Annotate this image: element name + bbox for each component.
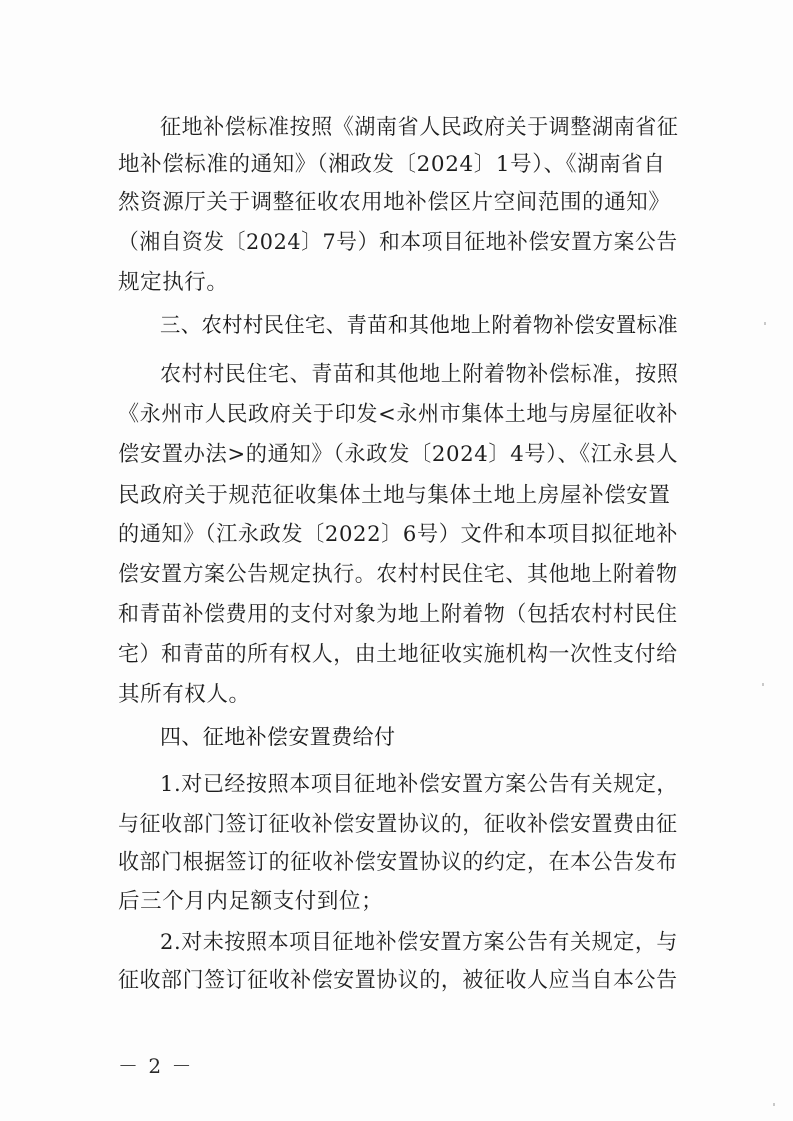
paragraph-line: 宅）和青苗的所有权人，由土地征收实施机构一次性支付给 — [118, 642, 678, 667]
scan-speck — [764, 322, 766, 325]
paragraph-line: 规定执行。 — [118, 270, 229, 295]
paragraph-line: 后三个月内足额支付到位； — [118, 889, 384, 914]
paragraph-line: （湘自资发〔2024〕7号）和本项目征地补偿安置方案公告 — [118, 230, 678, 255]
paragraph-line: 与征收部门签订征收补偿安置协议的，征收补偿安置费由征 — [118, 812, 678, 837]
paragraph-line: 其所有权人。 — [118, 682, 251, 707]
paragraph-line: 农村村民住宅、青苗和其他地上附着物补偿标准，按照 — [160, 362, 679, 387]
paragraph-line: 和青苗补偿费用的支付对象为地上附着物（包括农村村民住 — [118, 602, 678, 627]
paragraph-line: 的通知》（江永政发〔2022〕6号）文件和本项目拟征地补 — [118, 522, 678, 547]
paragraph-line: 《永州市人民政府关于印发<永州市集体土地与房屋征收补 — [118, 402, 679, 427]
section-heading-3: 三、农村村民住宅、青苗和其他地上附着物补偿安置标准 — [160, 313, 678, 337]
paragraph-line: 民政府关于规范征收集体土地与集体土地上房屋补偿安置 — [118, 483, 671, 508]
paragraph-line: 征地补偿标准按照《湖南省人民政府关于调整湖南省征 — [160, 115, 679, 140]
scan-speck — [773, 1103, 775, 1106]
section-heading-4: 四、征地补偿安置费给付 — [160, 725, 396, 749]
paragraph-line: 收部门根据签订的征收补偿安置协议的约定，在本公告发布 — [118, 850, 678, 875]
scan-speck — [762, 683, 764, 686]
paragraph-line: 2.对未按照本项目征地补偿安置方案公告有关规定，与 — [160, 930, 679, 955]
paragraph-line: 地补偿标准的通知》（湘政发〔2024〕1号）、《湖南省自 — [118, 152, 666, 177]
paragraph-line: 然资源厅关于调整征收农用地补偿区片空间范围的通知》 — [118, 190, 671, 215]
paragraph-line: 偿安置方案公告规定执行。农村村民住宅、其他地上附着物 — [118, 562, 678, 587]
paragraph-line: 偿安置办法>的通知》（永政发〔2024〕4号）、《江永县人 — [118, 442, 679, 467]
page-number: － 2 － — [118, 1054, 194, 1078]
paragraph-line: 征收部门签订征收补偿安置协议的，被征收人应当自本公告 — [118, 968, 678, 993]
paragraph-line: 1.对已经按照本项目征地补偿安置方案公告有关规定， — [160, 772, 679, 797]
